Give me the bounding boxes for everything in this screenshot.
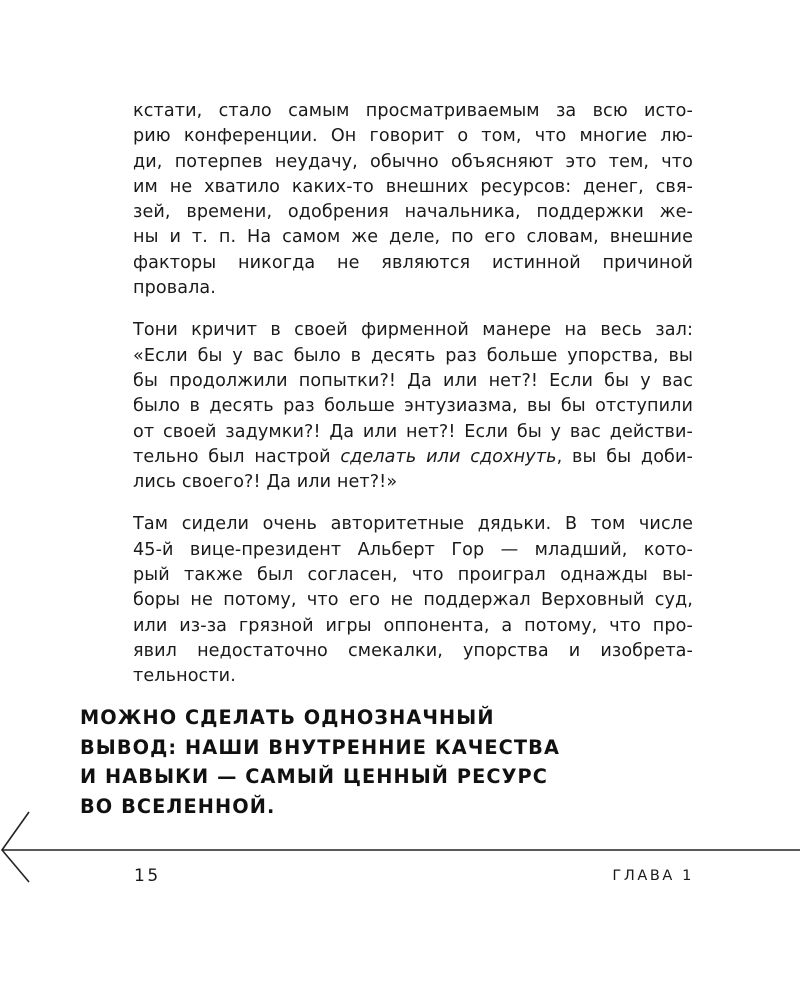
page-number: 15 <box>134 866 161 886</box>
pull-quote-line: ВЫВОД: НАШИ ВНУТРЕННИЕ КАЧЕСТВА <box>80 735 560 759</box>
paragraph-1 <box>133 99 693 301</box>
text-line: Тони кричит в своей фирменной манере на весь зал: <box>133 320 693 341</box>
text-line: бы продолжили попытки?! Да или нет?! Если бы у вас <box>133 370 693 391</box>
text-line: Там сидели очень авторитетные дядьки. В том числе <box>133 514 693 535</box>
text-line: «Если бы у вас было в десять раз больше упорства, вы <box>133 345 693 366</box>
paragraph-3 <box>133 512 693 689</box>
text-line: провала. <box>133 278 217 299</box>
text-line: от своей задумки?! Да или нет?! Если бы у вас действи- <box>133 421 693 442</box>
pull-quote-line: МОЖНО СДЕЛАТЬ ОДНОЗНАЧНЫЙ <box>80 706 495 729</box>
body-text <box>133 99 693 707</box>
paragraph-2 <box>133 318 693 495</box>
text-line: явил недостаточно смекалки, упорства и изобрета- <box>133 640 693 661</box>
text-segment: , вы бы доби- <box>556 446 693 467</box>
text-line: зей, времени, одобрения начальника, поддержки же- <box>133 202 693 223</box>
text-line: тельности. <box>133 666 236 687</box>
italic-phrase: сделать или сдохнуть <box>340 446 557 467</box>
text-line: ны и т. п. На самом же деле, по его словам, внешние <box>133 227 693 248</box>
text-line: или из-за грязной игры оппонента, а потому, что про- <box>133 615 693 636</box>
text-line: лись своего?! Да или нет?!» <box>133 472 398 493</box>
text-line-italic-phrase <box>133 445 693 470</box>
chapter-label: ГЛАВА 1 <box>612 868 694 884</box>
text-line: боры не потому, что его не поддержал Верховный суд, <box>133 590 693 611</box>
text-line: рый также был согласен, что проиграл однажды вы- <box>133 565 693 586</box>
text-line: кстати, стало самым просматриваемым за всю исто- <box>133 101 693 121</box>
text-line: им не хватило каких-то внешних ресурсов: денег, свя- <box>133 176 693 197</box>
pull-quote <box>80 703 640 821</box>
text-line: рию конференции. Он говорит о том, что многие лю- <box>133 126 693 147</box>
text-line: было в десять раз больше энтузиазма, вы бы отступили <box>133 396 693 417</box>
arrow-head <box>2 812 29 882</box>
text-line: факторы никогда не являются истинной причиной <box>133 252 693 273</box>
pull-quote-line: ВО ВСЕЛЕННОЙ. <box>80 794 276 818</box>
pull-quote-line: И НАВЫКИ — САМЫЙ ЦЕННЫЙ РЕСУРС <box>80 765 549 788</box>
text-line: 45-й вице-президент Альберт Гор — младший, кото- <box>133 539 693 560</box>
text-line: ди, потерпев неудачу, обычно объясняют это тем, что <box>133 151 693 172</box>
text-segment: тельно был настрой <box>133 446 341 467</box>
